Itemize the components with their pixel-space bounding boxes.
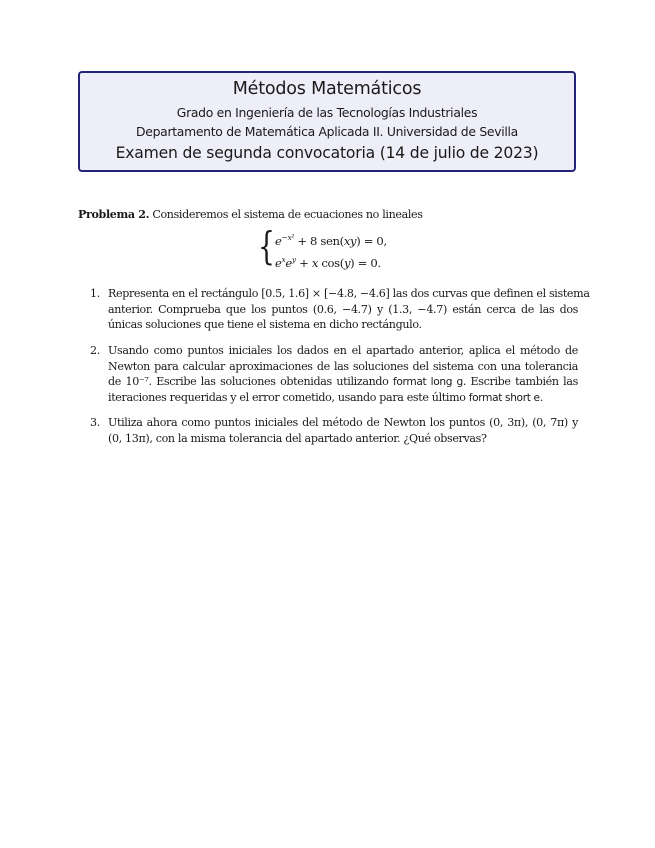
equation-1: $e^{-x^2} + 8$ sen(xy) = 0,: [275, 233, 387, 248]
department-line: Departamento de Matemática Aplicada II. Universidad de Sevilla: [136, 124, 518, 139]
item-line-part: . Escribe también las: [462, 375, 578, 389]
item-line: Utiliza ahora como puntos iniciales del método de Newton los puntos (0, 3π), (0, 7π) y: [108, 416, 578, 429]
item-text: [108, 415, 578, 446]
item-text: [108, 343, 578, 405]
item-line-composite: [108, 390, 578, 406]
degree-line: Grado en Ingeniería de las Tecnologías Industriales: [176, 105, 478, 120]
code-format-long-g: format long g: [393, 376, 463, 389]
item-number: 2.: [90, 344, 100, 357]
exam-line: Examen de segunda convocatoria (14 de julio de 2023): [115, 144, 539, 162]
item-line: (0, 13π), con la misma tolerancia del apartado anterior. ¿Qué observas?: [108, 431, 487, 445]
header-box: [78, 71, 576, 172]
item-line: anterior. Comprueba que los puntos (0.6, −4.7) y (1.3, −4.7) están cerca de las dos: [108, 302, 578, 316]
item-line-part: .: [539, 390, 543, 404]
item-line: Usando como puntos iniciales los dados en el apartado anterior, aplica el método de: [108, 344, 578, 357]
problem-intro: [78, 207, 423, 223]
item-text: [108, 286, 590, 333]
code-format-short-e: format short e: [468, 391, 540, 404]
problem-label: Problema 2.: [78, 208, 150, 221]
equation-2: $e^xe^y + x$ cos(y) = 0.: [275, 255, 381, 270]
item-line: Representa en el rectángulo [0.5, 1.6] × [−4.8, −4.6] las dos curvas que definen el sistema: [108, 287, 590, 300]
item-number: 1.: [90, 287, 100, 300]
equation-system: [258, 224, 408, 272]
item-line-part: de 10⁻⁷. Escribe las soluciones obtenidas utilizando: [108, 375, 389, 389]
course-title: Métodos Matemáticos: [232, 79, 422, 99]
left-brace: {: [258, 224, 275, 268]
item-line: Newton para calcular aproximaciones de las soluciones del sistema con una tolerancia: [108, 359, 578, 373]
item-line: únicas soluciones que tiene el sistema en dicho rectángulo.: [108, 318, 422, 332]
item-line-composite: [108, 374, 578, 390]
item-line-part: iteraciones requeridas y el error cometido, usando para este último: [108, 390, 466, 404]
item-number: 3.: [90, 416, 100, 429]
problem-intro-text: Consideremos el sistema de ecuaciones no lineales: [152, 208, 423, 221]
